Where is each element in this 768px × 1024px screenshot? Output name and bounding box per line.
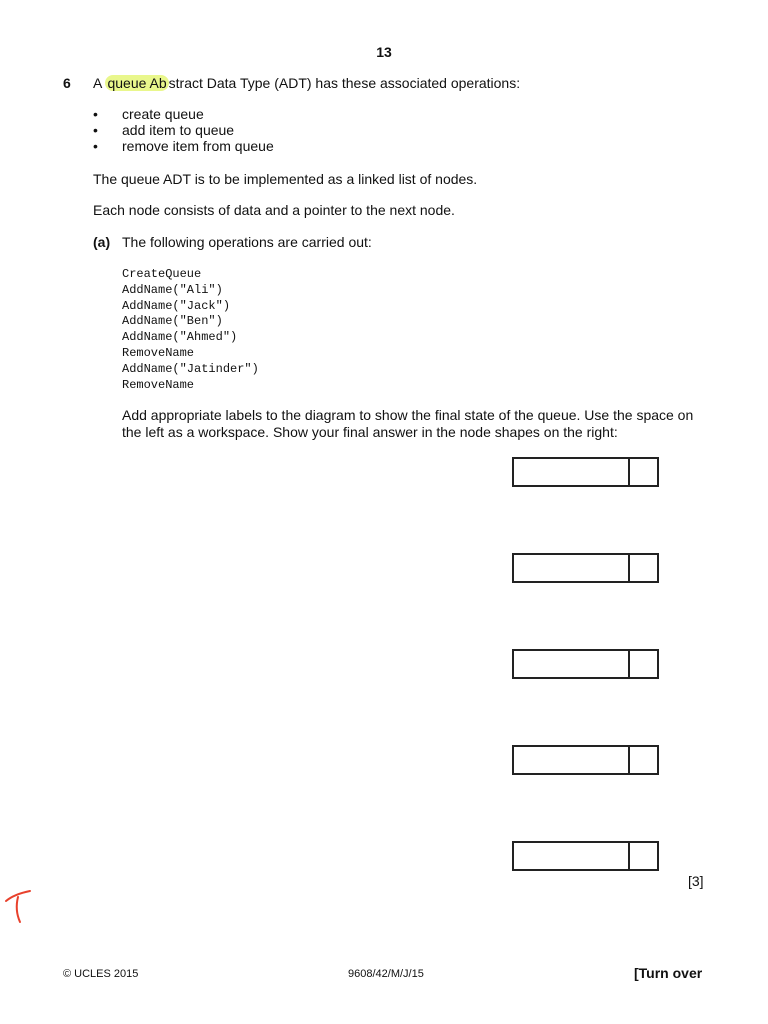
operations-list (93, 107, 274, 154)
node-data-field[interactable] (514, 843, 630, 869)
marks-label: [3] (688, 873, 704, 889)
operation-label: add item to queue (122, 121, 235, 138)
page-number: 13 (376, 44, 392, 60)
node-pointer-field[interactable] (630, 843, 657, 869)
code-line: AddName("Ali") (122, 282, 223, 297)
operation-label: create queue (122, 106, 204, 122)
code-line: AddName("Ahmed") (122, 330, 238, 345)
code-line: AddName("Ben") (122, 314, 223, 329)
footer-copyright: © UCLES 2015 (63, 968, 139, 980)
answer-node-box[interactable] (512, 649, 659, 679)
list-item (93, 123, 274, 139)
code-block (122, 267, 259, 393)
code-line: AddName("Jack") (122, 298, 231, 313)
intro-text-start: A (93, 75, 106, 91)
answer-node-box[interactable] (512, 745, 659, 775)
node-data-field[interactable] (514, 555, 630, 581)
bullet-icon: • (93, 137, 98, 154)
part-a-label: (a) (93, 234, 111, 250)
list-item (93, 139, 274, 155)
node-pointer-field[interactable] (630, 651, 657, 677)
code-line: AddName("Jatinder") (122, 361, 259, 376)
node-data-field[interactable] (514, 747, 630, 773)
node-pointer-field[interactable] (630, 555, 657, 581)
question-number: 6 (63, 75, 71, 91)
instruction-line: the left as a workspace. Show your final answer in the node shapes on the right: (122, 424, 618, 440)
node-pointer-field[interactable] (630, 747, 657, 773)
footer-paper-code: 9608/42/M/J/15 (348, 968, 424, 980)
question-intro (93, 75, 520, 91)
part-a-text: The following operations are carried out: (122, 234, 372, 250)
highlighted-text: queue Ab (107, 75, 167, 91)
code-line: CreateQueue (122, 267, 202, 281)
implementation-paragraph: The queue ADT is to be implemented as a linked list of nodes. (93, 171, 478, 187)
bullet-icon: • (93, 106, 98, 122)
node-paragraph: Each node consists of data and a pointer to the next node. (93, 202, 455, 218)
operation-label: remove item from queue (122, 137, 274, 154)
answer-node-box[interactable] (512, 457, 659, 487)
node-data-field[interactable] (514, 651, 630, 677)
instruction-line: Add appropriate labels to the diagram to show the final state of the queue. Use the space on (122, 407, 694, 423)
instruction-text (122, 407, 712, 441)
red-tick-mark-icon (4, 888, 32, 928)
bullet-icon: • (93, 121, 98, 138)
turn-over-label: [Turn over (634, 965, 703, 981)
code-line: RemoveName (122, 345, 195, 360)
node-pointer-field[interactable] (630, 459, 657, 485)
answer-node-box[interactable] (512, 553, 659, 583)
intro-text-end: stract Data Type (ADT) has these associated operations: (168, 75, 521, 91)
node-data-field[interactable] (514, 459, 630, 485)
code-line: RemoveName (122, 377, 195, 392)
answer-node-box[interactable] (512, 841, 659, 871)
list-item (93, 107, 274, 123)
